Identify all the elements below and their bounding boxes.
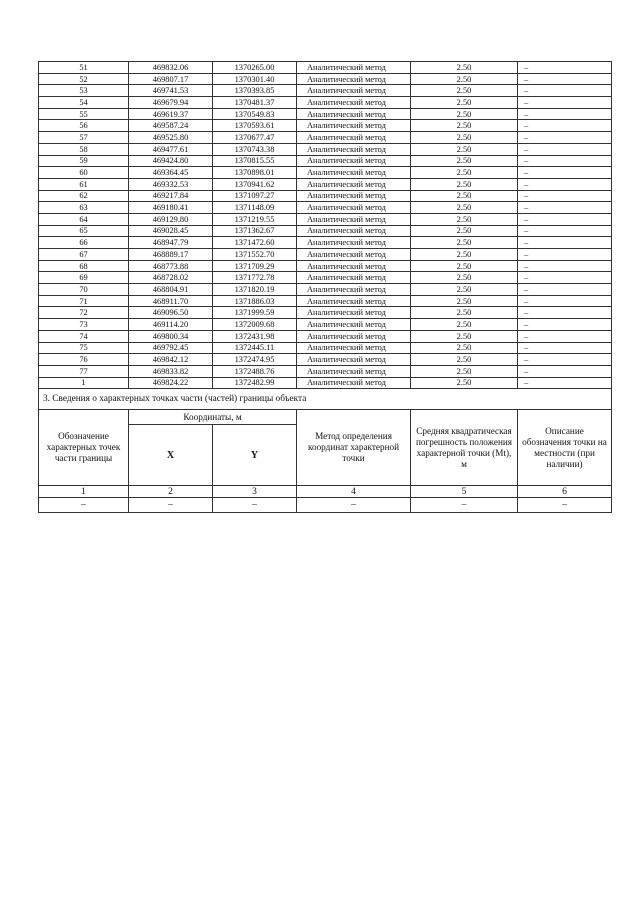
header-y: Y bbox=[213, 425, 297, 486]
table-row bbox=[39, 249, 612, 261]
point-number-cell: 63 bbox=[39, 202, 129, 214]
x-coordinate-cell: 468889.17 bbox=[129, 249, 213, 261]
point-number-cell: 58 bbox=[39, 143, 129, 155]
error-cell: 2.50 bbox=[411, 167, 518, 179]
method-cell: Аналитический метод bbox=[297, 342, 411, 354]
y-coordinate-cell: 1371097.27 bbox=[213, 190, 297, 202]
y-coordinate-cell: 1371552.70 bbox=[213, 249, 297, 261]
column-number: 3 bbox=[213, 486, 297, 498]
table-row bbox=[39, 97, 612, 109]
table-row bbox=[39, 260, 612, 272]
x-coordinate-cell: 469332.53 bbox=[129, 178, 213, 190]
description-cell: – bbox=[518, 272, 612, 284]
method-cell: Аналитический метод bbox=[297, 319, 411, 331]
description-cell: – bbox=[518, 202, 612, 214]
y-coordinate-cell: 1370265.00 bbox=[213, 62, 297, 74]
y-coordinate-cell: 1371820.19 bbox=[213, 284, 297, 296]
description-cell: – bbox=[518, 319, 612, 331]
description-cell: – bbox=[518, 213, 612, 225]
x-coordinate-cell: 469824.22 bbox=[129, 377, 213, 389]
method-cell: Аналитический метод bbox=[297, 108, 411, 120]
point-number-cell: 76 bbox=[39, 354, 129, 366]
table-row bbox=[39, 108, 612, 120]
y-coordinate-cell: 1372482.99 bbox=[213, 377, 297, 389]
x-coordinate-cell: 469477.61 bbox=[129, 143, 213, 155]
point-number-cell: 69 bbox=[39, 272, 129, 284]
x-coordinate-cell: 469424.80 bbox=[129, 155, 213, 167]
point-number-cell: 59 bbox=[39, 155, 129, 167]
y-coordinate-cell: 1370593.61 bbox=[213, 120, 297, 132]
x-coordinate-cell: 469129.80 bbox=[129, 213, 213, 225]
description-cell: – bbox=[518, 108, 612, 120]
description-cell: – bbox=[518, 377, 612, 389]
header-mean-square-error: Средняя квадратическая погрешность положения характерной точки (Mt), м bbox=[411, 410, 518, 486]
point-number-cell: 64 bbox=[39, 213, 129, 225]
x-coordinate-cell: 468911.70 bbox=[129, 295, 213, 307]
empty-cell: – bbox=[129, 498, 213, 513]
description-cell: – bbox=[518, 178, 612, 190]
y-coordinate-cell: 1370743.38 bbox=[213, 143, 297, 155]
point-number-cell: 74 bbox=[39, 330, 129, 342]
method-cell: Аналитический метод bbox=[297, 330, 411, 342]
x-coordinate-cell: 468728.02 bbox=[129, 272, 213, 284]
y-coordinate-cell: 1370677.47 bbox=[213, 132, 297, 144]
description-cell: – bbox=[518, 260, 612, 272]
point-number-cell: 60 bbox=[39, 167, 129, 179]
table-row bbox=[39, 132, 612, 144]
error-cell: 2.50 bbox=[411, 202, 518, 214]
header-point-designation: Обозначение характерных точек части границы bbox=[39, 410, 129, 486]
header-x: X bbox=[129, 425, 213, 486]
header-coordinates-group: Координаты, м bbox=[129, 410, 297, 425]
y-coordinate-cell: 1372445.11 bbox=[213, 342, 297, 354]
x-coordinate-cell: 469217.84 bbox=[129, 190, 213, 202]
description-cell: – bbox=[518, 284, 612, 296]
error-cell: 2.50 bbox=[411, 178, 518, 190]
description-cell: – bbox=[518, 62, 612, 74]
table-row bbox=[39, 73, 612, 85]
method-cell: Аналитический метод bbox=[297, 132, 411, 144]
error-cell: 2.50 bbox=[411, 62, 518, 74]
x-coordinate-cell: 469028.45 bbox=[129, 225, 213, 237]
method-cell: Аналитический метод bbox=[297, 354, 411, 366]
point-number-cell: 73 bbox=[39, 319, 129, 331]
x-coordinate-cell: 469800.34 bbox=[129, 330, 213, 342]
x-coordinate-cell: 468947.79 bbox=[129, 237, 213, 249]
column-number: 1 bbox=[39, 486, 129, 498]
method-cell: Аналитический метод bbox=[297, 190, 411, 202]
document-page bbox=[38, 61, 611, 513]
method-cell: Аналитический метод bbox=[297, 202, 411, 214]
x-coordinate-cell: 469096.50 bbox=[129, 307, 213, 319]
x-coordinate-cell: 469364.45 bbox=[129, 167, 213, 179]
table-row bbox=[39, 167, 612, 179]
point-number-cell: 53 bbox=[39, 85, 129, 97]
table-row bbox=[39, 178, 612, 190]
table-row bbox=[39, 202, 612, 214]
error-cell: 2.50 bbox=[411, 97, 518, 109]
error-cell: 2.50 bbox=[411, 120, 518, 132]
x-coordinate-cell: 469832.06 bbox=[129, 62, 213, 74]
table-row bbox=[39, 237, 612, 249]
error-cell: 2.50 bbox=[411, 249, 518, 261]
description-cell: – bbox=[518, 225, 612, 237]
error-cell: 2.50 bbox=[411, 260, 518, 272]
table-row bbox=[39, 377, 612, 389]
table-row bbox=[39, 354, 612, 366]
error-cell: 2.50 bbox=[411, 295, 518, 307]
y-coordinate-cell: 1371472.60 bbox=[213, 237, 297, 249]
method-cell: Аналитический метод bbox=[297, 249, 411, 261]
error-cell: 2.50 bbox=[411, 85, 518, 97]
error-cell: 2.50 bbox=[411, 307, 518, 319]
method-cell: Аналитический метод bbox=[297, 85, 411, 97]
method-cell: Аналитический метод bbox=[297, 167, 411, 179]
point-number-cell: 68 bbox=[39, 260, 129, 272]
header-point-description: Описание обозначения точки на местности (при наличии) bbox=[518, 410, 612, 486]
column-number: 6 bbox=[518, 486, 612, 498]
table-row bbox=[39, 295, 612, 307]
x-coordinate-cell: 469741.53 bbox=[129, 85, 213, 97]
method-cell: Аналитический метод bbox=[297, 120, 411, 132]
column-number: 5 bbox=[411, 486, 518, 498]
method-cell: Аналитический метод bbox=[297, 307, 411, 319]
y-coordinate-cell: 1372474.95 bbox=[213, 354, 297, 366]
column-number: 4 bbox=[297, 486, 411, 498]
error-cell: 2.50 bbox=[411, 377, 518, 389]
empty-cell: – bbox=[297, 498, 411, 513]
header-method: Метод определения координат характерной точки bbox=[297, 410, 411, 486]
point-number-cell: 70 bbox=[39, 284, 129, 296]
y-coordinate-cell: 1370941.62 bbox=[213, 178, 297, 190]
y-coordinate-cell: 1371772.78 bbox=[213, 272, 297, 284]
method-cell: Аналитический метод bbox=[297, 365, 411, 377]
table-row bbox=[39, 330, 612, 342]
table-row bbox=[39, 213, 612, 225]
x-coordinate-cell: 469114.20 bbox=[129, 319, 213, 331]
y-coordinate-cell: 1371999.59 bbox=[213, 307, 297, 319]
error-cell: 2.50 bbox=[411, 319, 518, 331]
x-coordinate-cell: 468804.91 bbox=[129, 284, 213, 296]
section-3-header bbox=[39, 410, 612, 486]
method-cell: Аналитический метод bbox=[297, 272, 411, 284]
description-cell: – bbox=[518, 365, 612, 377]
table-row bbox=[39, 284, 612, 296]
empty-cell: – bbox=[411, 498, 518, 513]
method-cell: Аналитический метод bbox=[297, 155, 411, 167]
error-cell: 2.50 bbox=[411, 365, 518, 377]
method-cell: Аналитический метод bbox=[297, 97, 411, 109]
column-number: 2 bbox=[129, 486, 213, 498]
point-number-cell: 65 bbox=[39, 225, 129, 237]
y-coordinate-cell: 1371709.29 bbox=[213, 260, 297, 272]
description-cell: – bbox=[518, 237, 612, 249]
table-row bbox=[39, 272, 612, 284]
error-cell: 2.50 bbox=[411, 225, 518, 237]
error-cell: 2.50 bbox=[411, 354, 518, 366]
description-cell: – bbox=[518, 190, 612, 202]
y-coordinate-cell: 1371148.09 bbox=[213, 202, 297, 214]
point-number-cell: 56 bbox=[39, 120, 129, 132]
section-3-title: 3. Сведения о характерных точках части (частей) границы объекта bbox=[39, 389, 612, 410]
description-cell: – bbox=[518, 249, 612, 261]
table-row bbox=[39, 85, 612, 97]
description-cell: – bbox=[518, 73, 612, 85]
description-cell: – bbox=[518, 167, 612, 179]
x-coordinate-cell: 469525.80 bbox=[129, 132, 213, 144]
method-cell: Аналитический метод bbox=[297, 225, 411, 237]
point-number-cell: 71 bbox=[39, 295, 129, 307]
x-coordinate-cell: 469587.24 bbox=[129, 120, 213, 132]
y-coordinate-cell: 1371362.67 bbox=[213, 225, 297, 237]
point-number-cell: 66 bbox=[39, 237, 129, 249]
y-coordinate-cell: 1370301.40 bbox=[213, 73, 297, 85]
point-number-cell: 57 bbox=[39, 132, 129, 144]
point-number-cell: 72 bbox=[39, 307, 129, 319]
error-cell: 2.50 bbox=[411, 143, 518, 155]
method-cell: Аналитический метод bbox=[297, 377, 411, 389]
x-coordinate-cell: 469792.45 bbox=[129, 342, 213, 354]
description-cell: – bbox=[518, 120, 612, 132]
description-cell: – bbox=[518, 132, 612, 144]
x-coordinate-cell: 468773.88 bbox=[129, 260, 213, 272]
error-cell: 2.50 bbox=[411, 342, 518, 354]
table-row bbox=[39, 62, 612, 74]
method-cell: Аналитический метод bbox=[297, 178, 411, 190]
method-cell: Аналитический метод bbox=[297, 143, 411, 155]
table-row bbox=[39, 319, 612, 331]
boundary-points-table bbox=[38, 61, 612, 513]
error-cell: 2.50 bbox=[411, 272, 518, 284]
y-coordinate-cell: 1371886.03 bbox=[213, 295, 297, 307]
table-row bbox=[39, 307, 612, 319]
description-cell: – bbox=[518, 295, 612, 307]
y-coordinate-cell: 1372431.98 bbox=[213, 330, 297, 342]
point-number-cell: 61 bbox=[39, 178, 129, 190]
table-row bbox=[39, 225, 612, 237]
table-row bbox=[39, 190, 612, 202]
description-cell: – bbox=[518, 307, 612, 319]
y-coordinate-cell: 1370898.01 bbox=[213, 167, 297, 179]
empty-cell: – bbox=[213, 498, 297, 513]
method-cell: Аналитический метод bbox=[297, 213, 411, 225]
x-coordinate-cell: 469807.17 bbox=[129, 73, 213, 85]
x-coordinate-cell: 469180.41 bbox=[129, 202, 213, 214]
table-row bbox=[39, 120, 612, 132]
method-cell: Аналитический метод bbox=[297, 295, 411, 307]
error-cell: 2.50 bbox=[411, 237, 518, 249]
point-number-cell: 52 bbox=[39, 73, 129, 85]
description-cell: – bbox=[518, 85, 612, 97]
x-coordinate-cell: 469842.12 bbox=[129, 354, 213, 366]
table-row bbox=[39, 143, 612, 155]
y-coordinate-cell: 1372009.68 bbox=[213, 319, 297, 331]
method-cell: Аналитический метод bbox=[297, 260, 411, 272]
point-number-cell: 75 bbox=[39, 342, 129, 354]
point-number-cell: 67 bbox=[39, 249, 129, 261]
point-number-cell: 62 bbox=[39, 190, 129, 202]
column-numbers-row bbox=[39, 486, 612, 498]
y-coordinate-cell: 1371219.55 bbox=[213, 213, 297, 225]
table-row bbox=[39, 155, 612, 167]
y-coordinate-cell: 1370815.55 bbox=[213, 155, 297, 167]
description-cell: – bbox=[518, 330, 612, 342]
error-cell: 2.50 bbox=[411, 190, 518, 202]
section-3-empty-row bbox=[39, 498, 612, 513]
x-coordinate-cell: 469619.37 bbox=[129, 108, 213, 120]
table-row bbox=[39, 365, 612, 377]
error-cell: 2.50 bbox=[411, 330, 518, 342]
y-coordinate-cell: 1372488.76 bbox=[213, 365, 297, 377]
coordinates-rows bbox=[39, 62, 612, 389]
description-cell: – bbox=[518, 342, 612, 354]
description-cell: – bbox=[518, 155, 612, 167]
method-cell: Аналитический метод bbox=[297, 237, 411, 249]
point-number-cell: 51 bbox=[39, 62, 129, 74]
y-coordinate-cell: 1370481.37 bbox=[213, 97, 297, 109]
point-number-cell: 54 bbox=[39, 97, 129, 109]
description-cell: – bbox=[518, 354, 612, 366]
method-cell: Аналитический метод bbox=[297, 62, 411, 74]
error-cell: 2.50 bbox=[411, 108, 518, 120]
table-row bbox=[39, 342, 612, 354]
description-cell: – bbox=[518, 97, 612, 109]
empty-cell: – bbox=[39, 498, 129, 513]
error-cell: 2.50 bbox=[411, 213, 518, 225]
point-number-cell: 77 bbox=[39, 365, 129, 377]
y-coordinate-cell: 1370549.83 bbox=[213, 108, 297, 120]
y-coordinate-cell: 1370393.85 bbox=[213, 85, 297, 97]
error-cell: 2.50 bbox=[411, 284, 518, 296]
point-number-cell: 55 bbox=[39, 108, 129, 120]
method-cell: Аналитический метод bbox=[297, 284, 411, 296]
description-cell: – bbox=[518, 143, 612, 155]
error-cell: 2.50 bbox=[411, 132, 518, 144]
x-coordinate-cell: 469833.82 bbox=[129, 365, 213, 377]
error-cell: 2.50 bbox=[411, 73, 518, 85]
empty-cell: – bbox=[518, 498, 612, 513]
error-cell: 2.50 bbox=[411, 155, 518, 167]
method-cell: Аналитический метод bbox=[297, 73, 411, 85]
point-number-cell: 1 bbox=[39, 377, 129, 389]
x-coordinate-cell: 469679.94 bbox=[129, 97, 213, 109]
